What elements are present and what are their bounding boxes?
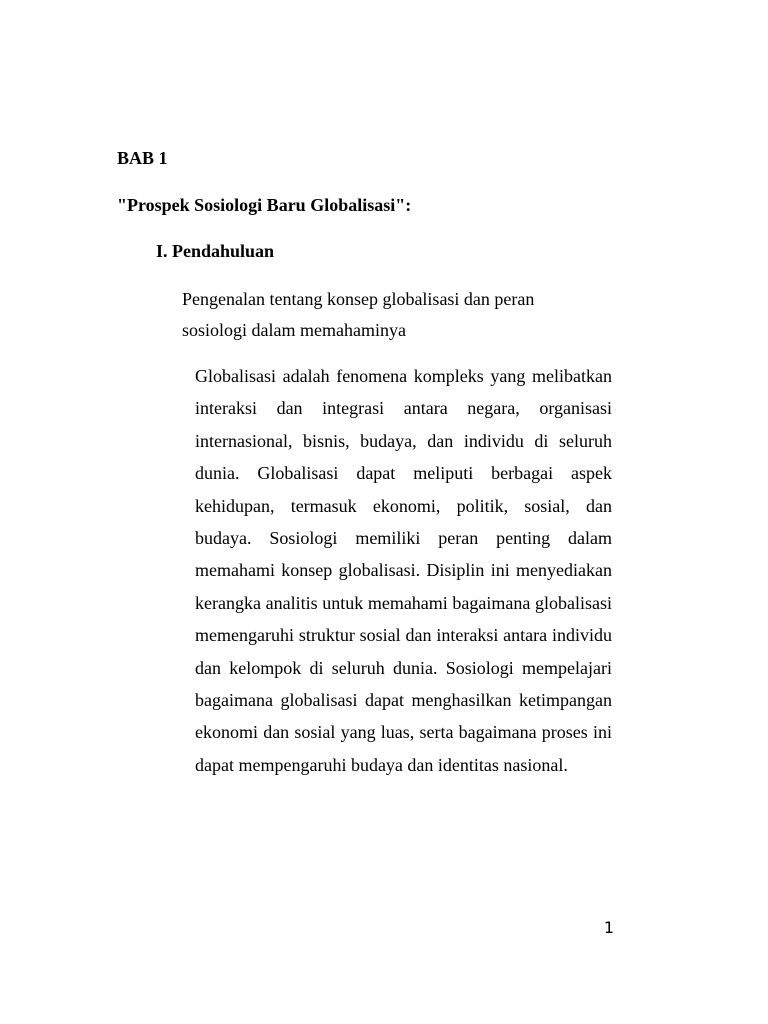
- subsection-heading: Pengenalan tentang konsep globalisasi dan peran sosiologi dalam memahaminya: [182, 289, 535, 340]
- page-number: 1: [603, 918, 614, 937]
- section-heading: I. Pendahuluan: [156, 241, 275, 261]
- body-paragraph: Globalisasi adalah fenomena kompleks yang melibatkan interaksi dan integrasi antara negara, organisasi internasional, bisnis, budaya, dan individu di seluruh dunia. Globalisasi dapat meliputi berbagai aspek kehidupan, termasuk ekonomi, politik, sosial, dan budaya. Sosiologi memiliki peran penting dalam memahami konsep globalisasi. Disiplin ini menyediakan kerangka analitis untuk memahami bagaimana globalisasi memengaruhi struktur sosial dan interaksi antara individu dan kelompok di seluruh dunia. Sosiologi mempelajari bagaimana globalisasi dapat menghasilkan ketimpangan ekonomi dan sosial yang luas, serta bagaimana proses ini dapat mempengaruhi budaya dan identitas nasional.: [195, 366, 612, 775]
- chapter-heading: BAB 1: [117, 148, 168, 168]
- document-title: "Prospek Sosiologi Baru Globalisasi":: [117, 195, 412, 215]
